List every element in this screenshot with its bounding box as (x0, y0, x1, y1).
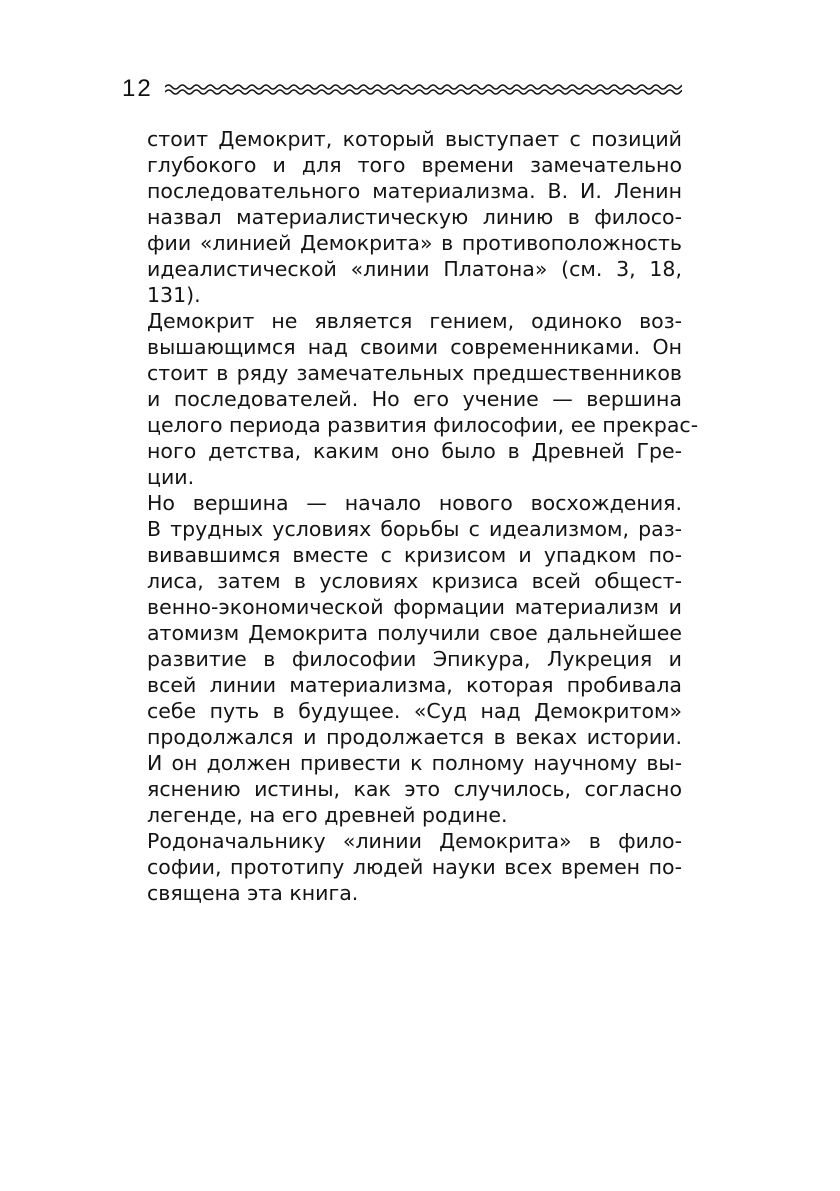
text-line: развитие в философии Эпикура, Лукреция и (147, 647, 682, 671)
paragraph-3 (147, 490, 682, 828)
paragraph-1 (147, 126, 682, 308)
text-line: целого периода развития философии, ее прекрас- (147, 413, 699, 437)
page-body-text (147, 126, 699, 906)
text-line: атомизм Демокрита получили свое дальнейшее (147, 621, 682, 645)
text-line: легенде, на его древней родине. (147, 803, 508, 827)
text-line: лиса, затем в условиях кризиса всей общест- (147, 569, 682, 593)
page-number: 12 (122, 75, 153, 102)
text-line: вивавшимся вместе с кризисом и упадком по- (147, 543, 682, 567)
text-line: всей линии материализма, которая пробивала (147, 673, 682, 697)
text-line: ции. (147, 465, 195, 489)
text-line: И он должен привести к полному научному вы- (147, 751, 682, 775)
text-line: 131). (147, 283, 201, 307)
text-line: яснению истины, как это случилось, согласно (147, 777, 682, 801)
paragraph-4 (147, 828, 682, 906)
text-line: Демокрит не является гением, одиноко воз- (147, 309, 682, 333)
paragraph-2 (147, 308, 699, 490)
text-line: и последователей. Но его учение — вершина (147, 387, 682, 411)
text-line: фии «линией Демокрита» в противоположность (147, 231, 682, 255)
text-line: вышающимся над своими современниками. Он (147, 335, 682, 359)
text-line: идеалистической «линии Платона» (см. 3, 18, (147, 257, 682, 281)
text-line: себе путь в будущее. «Суд над Демокритом» (147, 699, 682, 723)
text-line: Но вершина — начало нового восхождения. (147, 491, 682, 515)
text-line: стоит в ряду замечательных предшественников (147, 361, 682, 385)
text-line: продолжался и продолжается в веках истории. (147, 725, 682, 749)
text-line: назвал материалистическую линию в филосо- (147, 205, 682, 229)
text-line: софии, прототипу людей науки всех времен по- (147, 855, 682, 879)
text-line: Родоначальнику «линии Демокрита» в фило- (147, 829, 682, 853)
text-line: В трудных условиях борьбы с идеализмом, раз- (147, 517, 682, 541)
running-head (122, 74, 682, 104)
text-line: последовательного материализма. В. И. Ленин (147, 179, 682, 203)
text-line: священа эта книга. (147, 881, 359, 905)
text-line: стоит Демокрит, который выступает с позиций (147, 127, 682, 151)
text-line: ного детства, каким оно было в Древней Гре- (147, 439, 682, 463)
wavy-ornament-graphic (165, 82, 682, 96)
text-line: венно-экономической формации материализм и (147, 595, 682, 619)
text-line: глубокого и для того времени замечательно (147, 153, 682, 177)
wavy-ornament-rule (165, 82, 682, 96)
